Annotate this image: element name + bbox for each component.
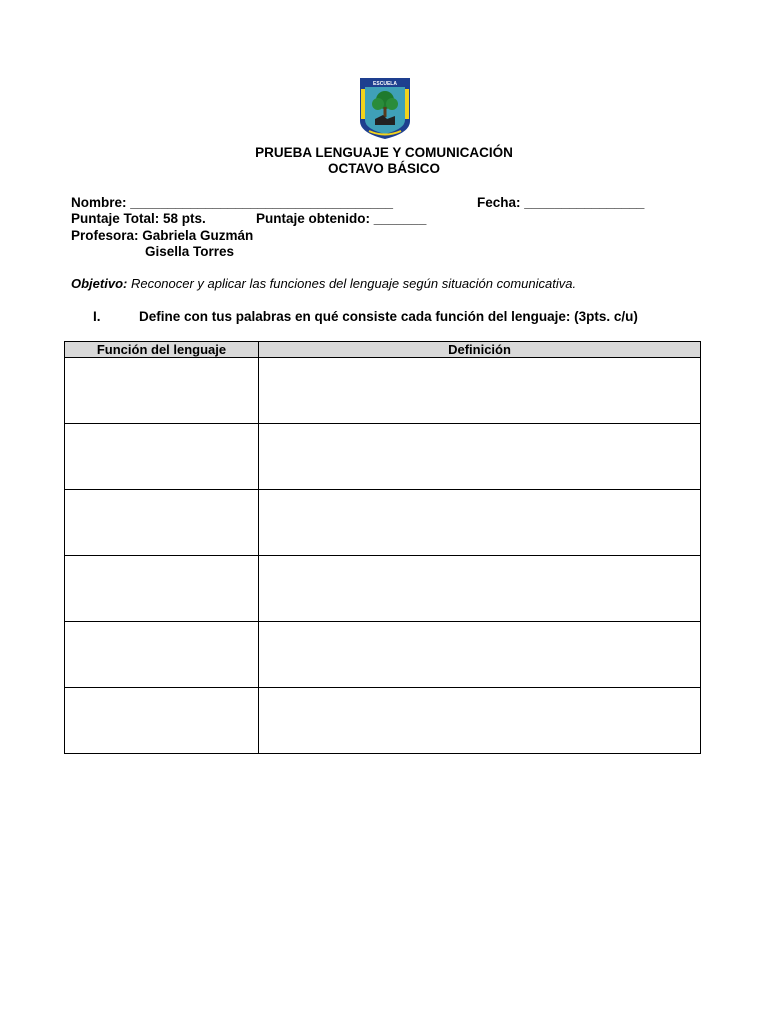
total-score: Puntaje Total: 58 pts. [71,211,206,226]
name-field[interactable]: ___________________________________ [130,195,394,210]
crest-top-text: ESCUELA [373,81,397,87]
definition-cell[interactable] [259,556,701,622]
definition-cell[interactable] [259,688,701,754]
obtained-score-field[interactable]: _______ [373,211,427,226]
name-label: Nombre: [71,195,127,210]
school-crest-logo [357,75,413,141]
table-row [65,490,701,556]
teacher-second-line: Gisella Torres [145,244,235,259]
function-cell[interactable] [65,424,259,490]
function-cell[interactable] [65,490,259,556]
function-cell[interactable] [65,622,259,688]
objective-text: Reconocer y aplicar las funciones del lenguaje según situación comunicativa. [127,276,577,291]
table-row [65,424,701,490]
table-row [65,688,701,754]
table-row [65,556,701,622]
table-row [65,358,701,424]
table-header-row [65,342,701,358]
function-cell[interactable] [65,556,259,622]
objective-label: Objetivo: [71,276,128,291]
exam-title: PRUEBA LENGUAJE Y COMUNICACIÓN [255,145,513,160]
date-line [477,195,644,210]
exam-grade: OCTAVO BÁSICO [327,161,440,176]
definition-cell[interactable] [259,358,701,424]
function-cell[interactable] [65,688,259,754]
date-field[interactable]: ________________ [524,195,645,210]
definitions-table [64,341,701,754]
name-line [71,195,393,210]
obtained-score-line [256,211,426,226]
table-row [65,622,701,688]
definition-cell[interactable] [259,490,701,556]
section-number: I. [93,309,101,324]
date-label: Fecha: [477,195,521,210]
definition-cell[interactable] [259,424,701,490]
definition-cell[interactable] [259,622,701,688]
obtained-score-label: Puntaje obtenido: [256,211,370,226]
function-cell[interactable] [65,358,259,424]
header-language-function: Función del lenguaje [65,342,259,358]
section-instruction: Define con tus palabras en qué consiste cada función del lenguaje: (3pts. c/u) [139,309,638,324]
header-definition: Definición [259,342,701,358]
objective [71,276,576,291]
teacher-line: Profesora: Gabriela Guzmán [71,228,254,243]
